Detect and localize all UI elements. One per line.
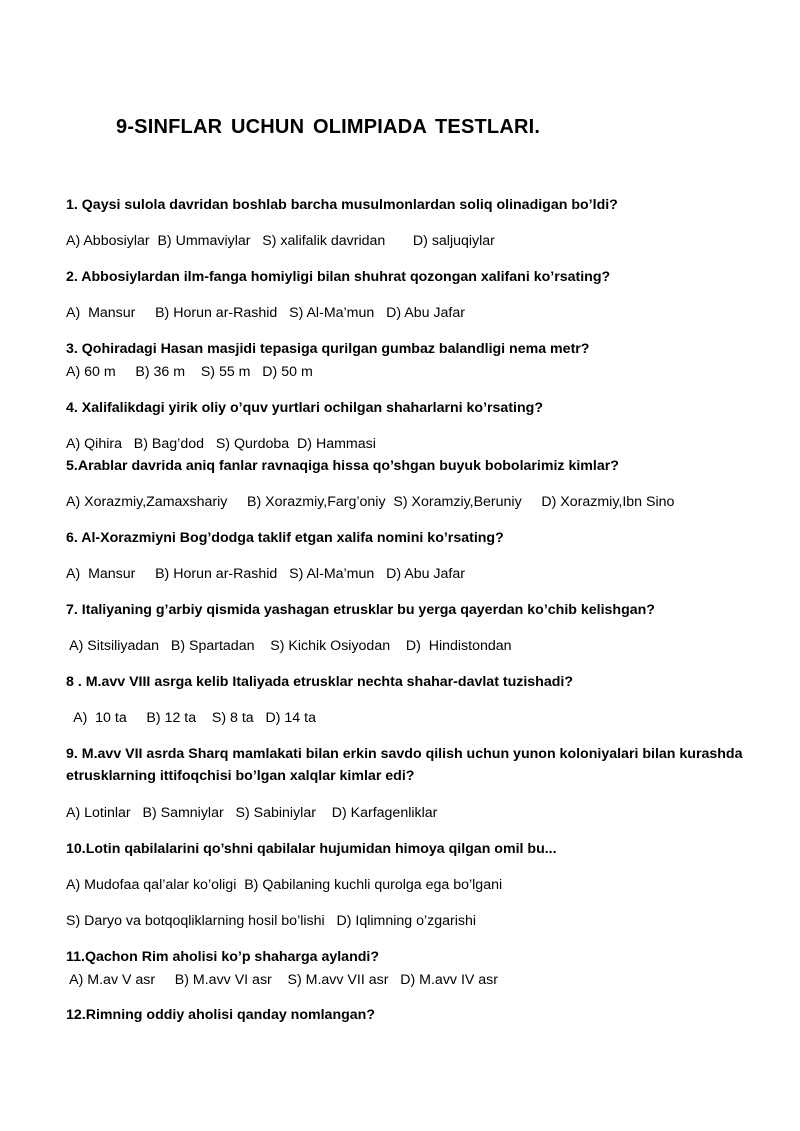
question-7: 7. Italiyaning g’arbiy qismida yashagan etrusklar bu yerga qayerdan ko’chib kelishgan?: [66, 602, 655, 618]
question-10: 10.Lotin qabilalarini qo’shni qabilalar hujumidan himoya qilgan omil bu...: [66, 841, 557, 857]
answers-8: A) 10 ta B) 12 ta S) 8 ta D) 14 ta: [66, 710, 316, 726]
question-11: 11.Qachon Rim aholisi ko’p shaharga aylandi?: [66, 949, 380, 965]
answers-10-line-1: A) Mudofaa qal’alar ko’oligi B) Qabilaning kuchli qurolga ega bo’lgani: [66, 877, 503, 893]
question-9: 9. M.avv VII asrda Sharq mamlakati bilan erkin savdo qilish uchun yunon koloniyalari bilan kurashda etrusklarning ittifoqchisi bo’lgan xalqlar kimlar edi?: [66, 746, 743, 784]
question-3: 3. Qohiradagi Hasan masjidi tepasiga qurilgan gumbaz balandligi nema metr?: [66, 341, 590, 357]
question-12: 12.Rimning oddiy aholisi qanday nomlangan?: [66, 1007, 376, 1023]
page-title: 9-SINFLAR UCHUN OLIMPIADA TESTLARI.: [116, 116, 541, 138]
question-5: 5.Arablar davrida aniq fanlar ravnaqiga hissa qo’shgan buyuk bobolarimiz kimlar?: [66, 458, 619, 474]
answers-1: A) Abbosiylar B) Ummaviylar S) xalifalik davridan D) saljuqiylar: [66, 233, 495, 249]
answers-9: A) Lotinlar B) Samniylar S) Sabiniylar D) Karfagenliklar: [66, 805, 438, 821]
question-4: 4. Xalifalikdagi yirik oliy o’quv yurtlari ochilgan shaharlarni ko’rsating?: [66, 400, 543, 416]
answers-4: A) Qihira B) Bag’dod S) Qurdoba D) Hammasi: [66, 436, 376, 452]
question-6: 6. Al-Xorazmiyni Bog’dodga taklif etgan xalifa nomini ko’rsating?: [66, 530, 504, 546]
answers-7: A) Sitsiliyadan B) Spartadan S) Kichik Osiyodan D) Hindistondan: [66, 638, 512, 654]
answers-2: A) Mansur B) Horun ar-Rashid S) Al-Ma’mun D) Abu Jafar: [66, 305, 465, 321]
question-1: 1. Qaysi sulola davridan boshlab barcha musulmonlardan soliq olinadigan bo’ldi?: [66, 197, 618, 213]
answers-10-line-2: S) Daryo va botqoqliklarning hosil bo’lishi D) Iqlimning o’zgarishi: [66, 913, 477, 929]
question-2: 2. Abbosiylardan ilm-fanga homiyligi bilan shuhrat qozongan xalifani ko’rsating?: [66, 269, 611, 285]
answers-11: A) M.av V asr B) M.avv VI asr S) M.avv VII asr D) M.avv IV asr: [66, 972, 499, 988]
question-8: 8 . M.avv VIII asrga kelib Italiyada etrusklar nechta shahar-davlat tuzishadi?: [66, 674, 574, 690]
answers-3: A) 60 m B) 36 m S) 55 m D) 50 m: [66, 364, 313, 380]
answers-5: A) Xorazmiy,Zamaxshariy B) Xorazmiy,Farg’oniy S) Xoramziy,Beruniy D) Xorazmiy,Ibn Sino: [66, 494, 675, 510]
answers-6: A) Mansur B) Horun ar-Rashid S) Al-Ma’mun D) Abu Jafar: [66, 566, 465, 582]
